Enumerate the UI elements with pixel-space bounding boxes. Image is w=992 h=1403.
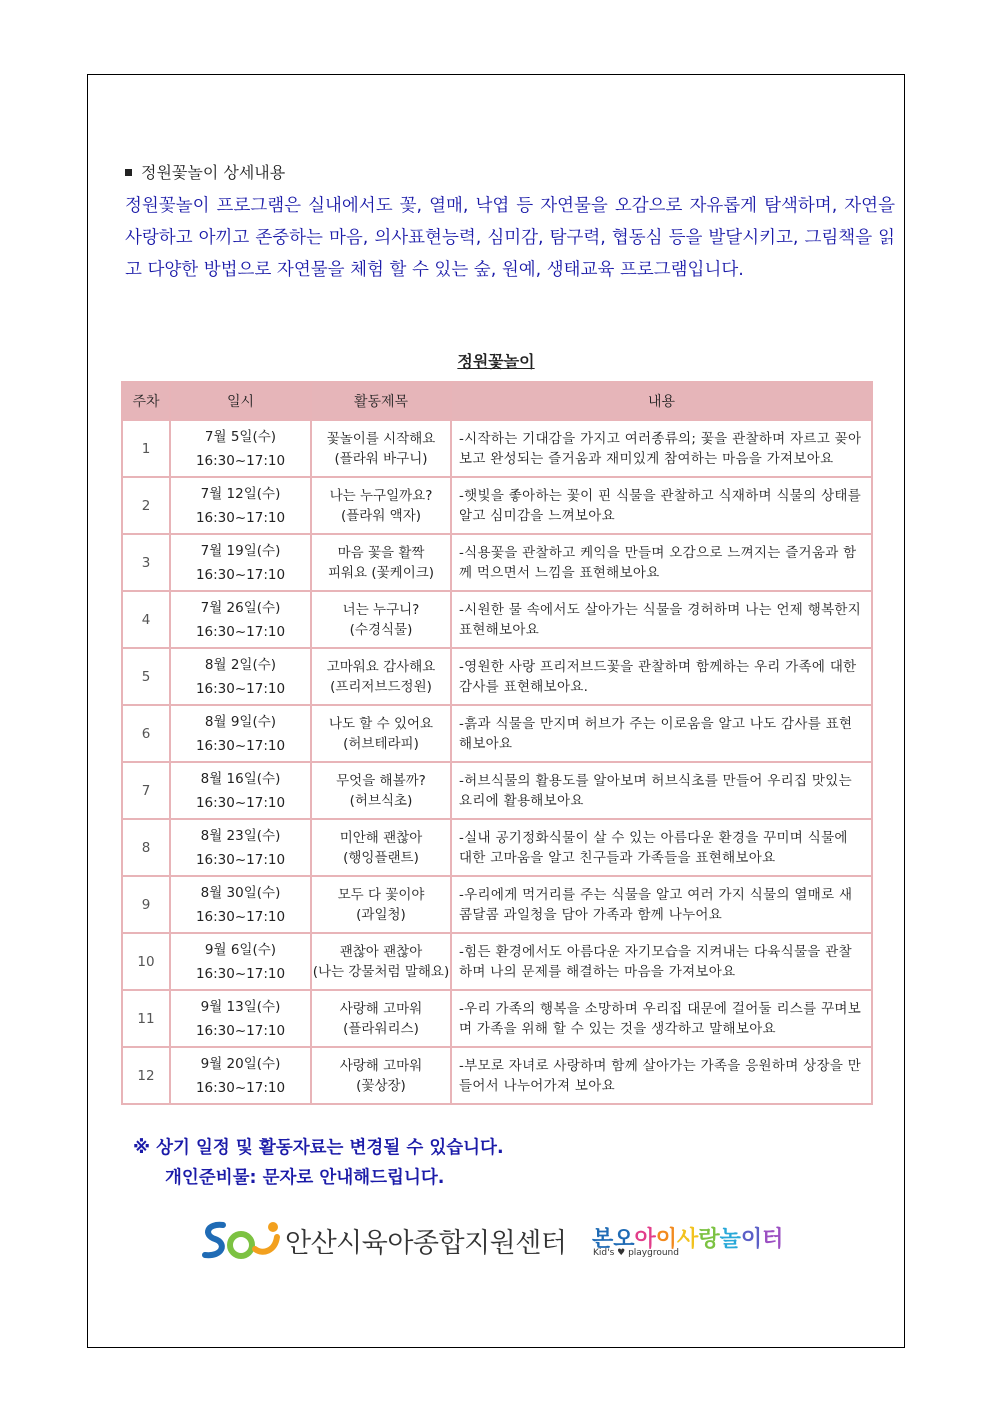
table-row [122, 1047, 872, 1104]
time-text: 16:30~17:10 [195, 1079, 286, 1096]
week-cell: 5 [122, 648, 170, 705]
table-row [122, 591, 872, 648]
week-cell: 10 [122, 933, 170, 990]
activity-title: 미안해 괜찮아 [339, 829, 423, 846]
week-cell: 12 [122, 1047, 170, 1104]
week-cell: 3 [122, 534, 170, 591]
week-cell: 2 [122, 477, 170, 534]
date-text: 7월 19일(수) [200, 542, 281, 559]
table-row [122, 876, 872, 933]
time-text: 16:30~17:10 [195, 680, 286, 697]
notice-change: ※ 상기 일정 및 활동자료는 변경될 수 있습니다. [133, 1138, 504, 1158]
activity-title: 나는 누구일까요? [329, 487, 433, 504]
section-heading-text: 정원꽃놀이 상세내용 [141, 163, 286, 182]
date-cell [170, 591, 311, 648]
date-text: 9월 20일(수) [200, 1055, 281, 1072]
week-cell: 9 [122, 876, 170, 933]
table-row [122, 990, 872, 1047]
title-cell [311, 534, 451, 591]
date-cell [170, 933, 311, 990]
activity-subtitle: 피워요 (꽃케이크) [327, 564, 435, 581]
table-row [122, 933, 872, 990]
activity-subtitle: (나는 강물처럼 말해요) [312, 963, 450, 980]
table-row [122, 819, 872, 876]
content-cell: -허브식물의 활용도를 알아보며 허브식초를 만들어 우리집 맛있는 요리에 활용해보아요 [451, 762, 872, 819]
table-row [122, 705, 872, 762]
date-text: 8월 23일(수) [200, 827, 281, 844]
brand-char: 이 [740, 1227, 763, 1252]
date-cell [170, 1047, 311, 1104]
content-cell: -영원한 사랑 프리저브드꽃을 관찰하며 함께하는 우리 가족에 대한 감사를 표현해보아요. [451, 648, 872, 705]
time-text: 16:30~17:10 [195, 452, 286, 469]
activity-title: 사랑해 고마워 [339, 1057, 423, 1074]
activity-title: 사랑해 고마워 [339, 1000, 423, 1017]
brand-char: 아 [634, 1227, 656, 1252]
date-cell [170, 990, 311, 1047]
title-cell [311, 1047, 451, 1104]
content-cell: -우리에게 먹거리를 주는 식물을 알고 여러 가지 식물의 열매로 새콤달콤 과일청을 담아 가족과 함께 나누어요 [451, 876, 872, 933]
week-cell: 8 [122, 819, 170, 876]
table-row [122, 648, 872, 705]
date-text: 7월 5일(수) [204, 428, 277, 445]
time-text: 16:30~17:10 [195, 908, 286, 925]
title-cell [311, 591, 451, 648]
activity-title: 고마워요 감사해요 [326, 658, 436, 675]
date-text: 7월 26일(수) [200, 599, 281, 616]
content-cell: -흙과 식물을 만지며 허브가 주는 이로움을 알고 나도 감사를 표현해보아요 [451, 705, 872, 762]
time-text: 16:30~17:10 [195, 851, 286, 868]
title-cell [311, 819, 451, 876]
date-cell [170, 876, 311, 933]
title-cell [311, 477, 451, 534]
week-cell: 7 [122, 762, 170, 819]
brand-char: 이 [655, 1227, 678, 1252]
activity-subtitle: (플라워리스) [343, 1020, 419, 1037]
activity-subtitle: (허브식초) [349, 792, 413, 809]
content-cell: -우리 가족의 행복을 소망하며 우리집 대문에 걸어둘 리스를 꾸며보며 가족을 위해 할 수 있는 것을 생각하고 말해보아요 [451, 990, 872, 1047]
date-text: 9월 6일(수) [204, 941, 277, 958]
date-text: 9월 13일(수) [200, 998, 281, 1015]
content-cell: -힘든 환경에서도 아름다운 자기모습을 지켜내는 다육식물을 관찰하며 나의 문제를 해결하는 마음을 가져보아요 [451, 933, 872, 990]
activity-title: 모두 다 꽃이야 [337, 886, 425, 903]
section-heading [125, 160, 285, 183]
schedule-table [121, 381, 873, 1105]
activity-subtitle: (수경식물) [349, 621, 413, 638]
time-text: 16:30~17:10 [195, 1022, 286, 1039]
activity-subtitle: (플라워 액자) [340, 507, 422, 524]
col-header-week: 주차 [122, 382, 170, 420]
table-header-row [122, 382, 872, 420]
brand-char: 사 [677, 1227, 699, 1252]
date-cell [170, 705, 311, 762]
date-cell [170, 819, 311, 876]
week-cell: 11 [122, 990, 170, 1047]
activity-subtitle: (프리저브드정원) [330, 678, 432, 695]
date-text: 8월 30일(수) [200, 884, 281, 901]
brand-prefix: 본오 [592, 1227, 635, 1252]
time-text: 16:30~17:10 [195, 509, 286, 526]
square-bullet-icon [125, 169, 132, 176]
activity-subtitle: (꽃상장) [356, 1077, 406, 1094]
activity-title: 나도 할 수 있어요 [328, 715, 434, 732]
content-cell: -식용꽃을 관찰하고 케익을 만들며 오감으로 느껴지는 즐거움과 함께 먹으면서 느낌을 표현해보아요 [451, 534, 872, 591]
week-cell: 4 [122, 591, 170, 648]
activity-title: 무엇을 해볼까? [336, 772, 426, 789]
col-header-title: 활동제목 [311, 382, 451, 420]
activity-title: 꽃놀이를 시작해요 [326, 430, 436, 447]
date-cell [170, 648, 311, 705]
date-text: 8월 2일(수) [204, 656, 277, 673]
table-row [122, 534, 872, 591]
table-row [122, 477, 872, 534]
notes [133, 1133, 504, 1193]
title-cell [311, 705, 451, 762]
time-text: 16:30~17:10 [195, 623, 286, 640]
week-cell: 1 [122, 420, 170, 477]
brand-char: 놀 [719, 1227, 741, 1252]
content-cell: -실내 공기정화식물이 살 수 있는 아름다운 환경을 꾸미며 식물에 대한 고마움을 알고 친구들과 가족들을 표현해보아요 [451, 819, 872, 876]
activity-subtitle: (플라워 바구니) [334, 450, 428, 467]
title-cell [311, 420, 451, 477]
brand-char: 랑 [698, 1227, 720, 1252]
date-cell [170, 420, 311, 477]
week-cell: 6 [122, 705, 170, 762]
content-cell: -햇빛을 좋아하는 꽃이 핀 식물을 관찰하고 식재하며 식물의 상태를 알고 심미감을 느껴보아요 [451, 477, 872, 534]
content-cell: -시작하는 기대감을 가지고 여러종류의; 꽃을 관찰하며 자르고 꽂아보고 완성되는 즐거움과 재미있게 참여하는 마음을 가져보아요 [451, 420, 872, 477]
content-cell: -부모로 자녀로 사랑하며 함께 살아가는 가족을 응원하며 상장을 만들어서 나누어가져 보아요 [451, 1047, 872, 1104]
date-cell [170, 762, 311, 819]
activity-title: 너는 누구니? [342, 601, 420, 618]
table-title: 정원꽃놀이 [457, 352, 535, 371]
date-text: 8월 16일(수) [200, 770, 281, 787]
col-header-content: 내용 [451, 382, 872, 420]
date-text: 8월 9일(수) [204, 713, 277, 730]
title-cell [311, 876, 451, 933]
activity-subtitle: (허브테라피) [343, 735, 419, 752]
time-text: 16:30~17:10 [195, 737, 286, 754]
title-cell [311, 648, 451, 705]
intro-paragraph: 정원꽃놀이 프로그램은 실내에서도 꽃, 열매, 낙엽 등 자연물을 오감으로 자유롭게 탐색하며, 자연을 사랑하고 아끼고 존중하는 마음, 의사표현능력, 심미감, 탐구력, 협동심 등을 발달시키고, 그림책을 읽고 다양한 방법으로 자연물을 체험 할 수 있는 숲, 원예, 생태교육 프로그램입니다. [125, 196, 895, 280]
date-cell [170, 477, 311, 534]
activity-subtitle: (과일청) [356, 906, 406, 923]
content-cell: -시원한 물 속에서도 살아가는 식물을 경허하며 나는 언제 행복한지 표현해보아요 [451, 591, 872, 648]
center-logo-icon [193, 1215, 293, 1265]
table-row [122, 420, 872, 477]
activity-title: 괜찮아 괜찮아 [339, 943, 423, 960]
date-cell [170, 534, 311, 591]
activity-subtitle: (행잉플랜트) [343, 849, 419, 866]
org-name: 안산시육아종합지원센터 [285, 1228, 567, 1259]
col-header-date: 일시 [170, 382, 311, 420]
brand-char: 터 [762, 1227, 784, 1252]
activity-title: 마음 꽃을 활짝 [337, 544, 425, 561]
table-row [122, 762, 872, 819]
time-text: 16:30~17:10 [195, 794, 286, 811]
title-cell [311, 990, 451, 1047]
notice-supplies: 개인준비물: 문자로 안내해드립니다. [165, 1168, 445, 1188]
time-text: 16:30~17:10 [195, 965, 286, 982]
brand-subtitle: Kid's ♥ playground [593, 1248, 679, 1258]
time-text: 16:30~17:10 [195, 566, 286, 583]
date-text: 7월 12일(수) [200, 485, 281, 502]
title-cell [311, 762, 451, 819]
title-cell [311, 933, 451, 990]
